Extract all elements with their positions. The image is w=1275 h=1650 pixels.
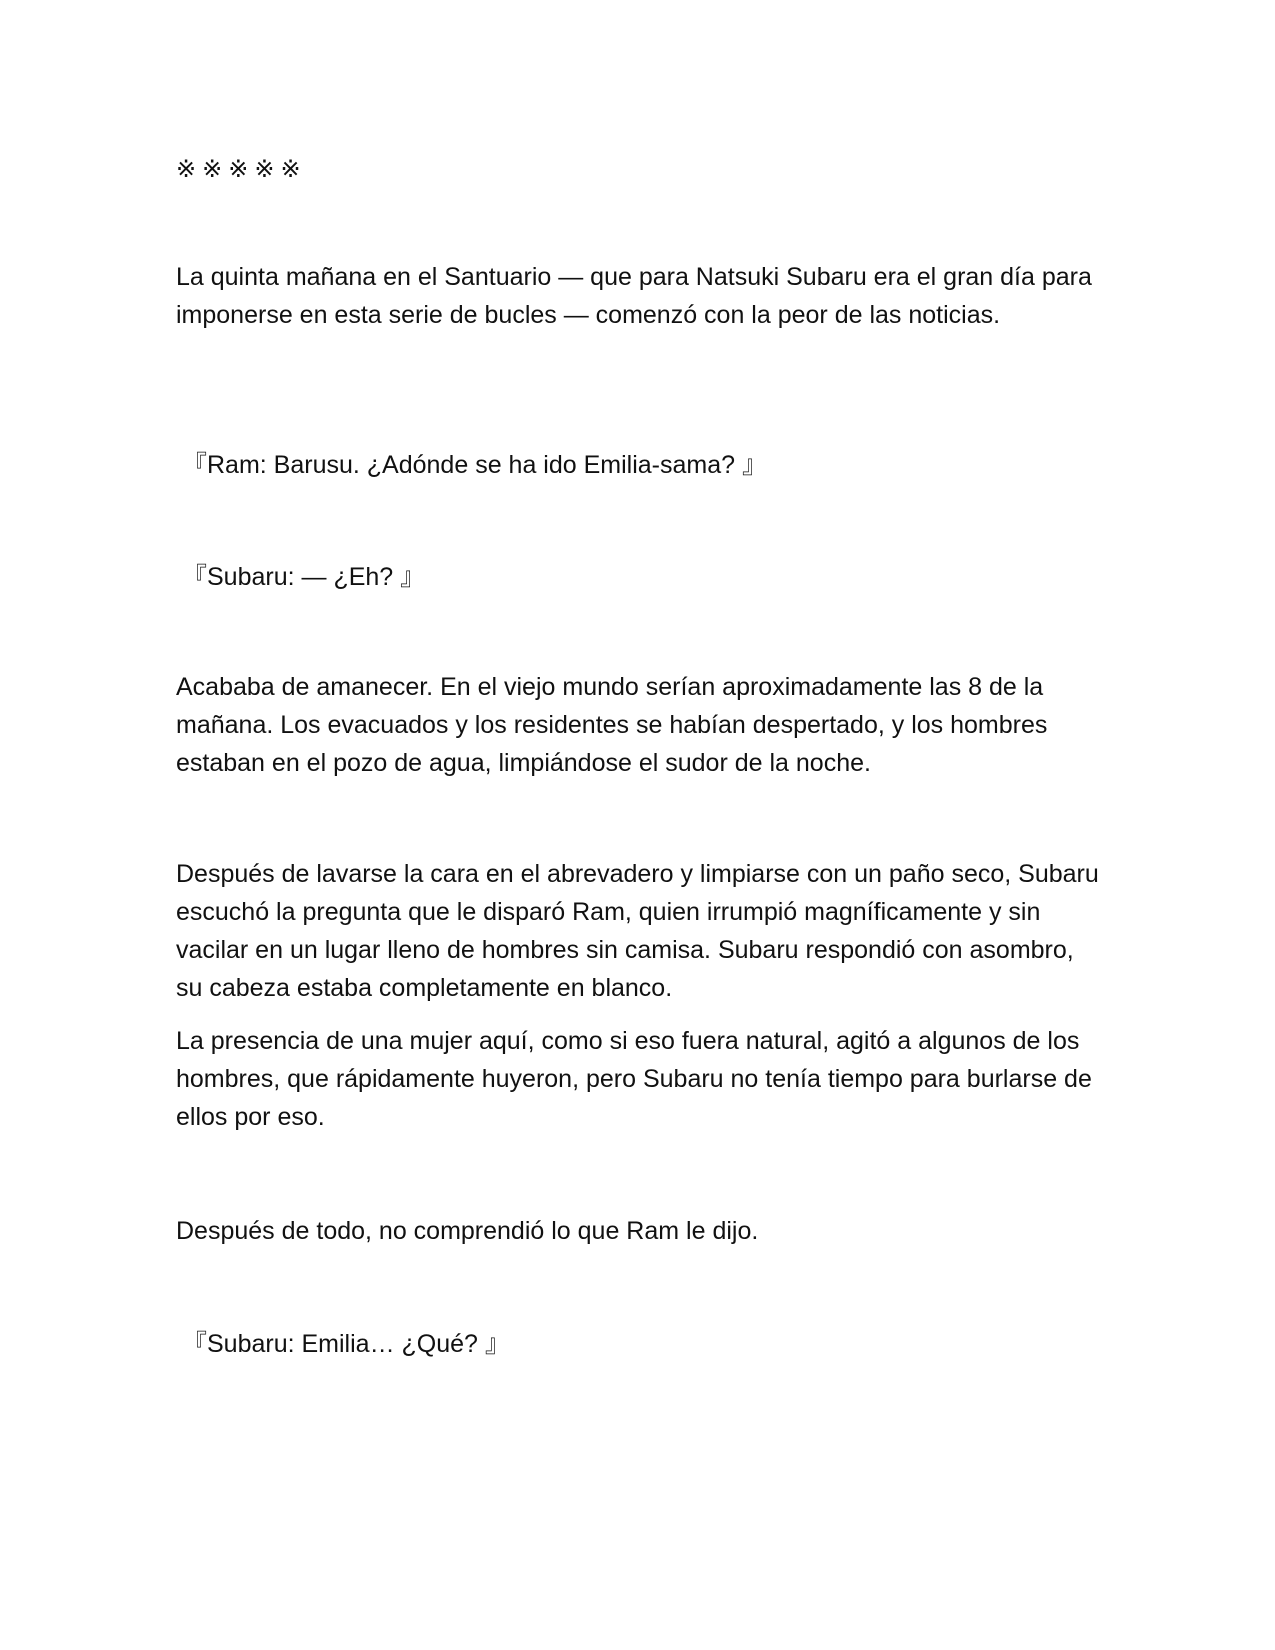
- dialogue-subaru-emilia: 『Subaru: Emilia… ¿Qué? 』: [182, 1330, 510, 1358]
- paragraph-dawn: Acababa de amanecer. En el viejo mundo serían aproximadamente las 8 de la mañana. Los evacuados y los residentes se habían despertado, y los hombres estaban en el pozo de agua, limpiándose el sudor de la noche.: [176, 673, 1048, 777]
- dialogue-ram: 『Ram: Barusu. ¿Adónde se ha ido Emilia-sama? 』: [182, 451, 767, 479]
- paragraph-woman: La presencia de una mujer aquí, como si eso fuera natural, agitó a algunos de los hombres, que rápidamente huyeron, pero Subaru no tenía tiempo para burlarse de ellos por eso.: [176, 1027, 1092, 1131]
- dialogue-subaru-eh: 『Subaru: — ¿Eh? 』: [182, 563, 426, 591]
- section-separator: ※※※※※: [176, 155, 307, 183]
- paragraph-after: Después de todo, no comprendió lo que Ram le dijo.: [176, 1217, 759, 1245]
- paragraph-wash: Después de lavarse la cara en el abrevadero y limpiarse con un paño seco, Subaru escuchó la pregunta que le disparó Ram, quien irrumpió magníficamente y sin vacilar en un lugar lleno de hombres sin camisa. Subaru respondió con asombro, su cabeza estaba completamente en blanco.: [176, 860, 1099, 1002]
- paragraph-intro: La quinta mañana en el Santuario — que para Natsuki Subaru era el gran día para imponerse en esta serie de bucles — comenzó con la peor de las noticias.: [176, 263, 1092, 329]
